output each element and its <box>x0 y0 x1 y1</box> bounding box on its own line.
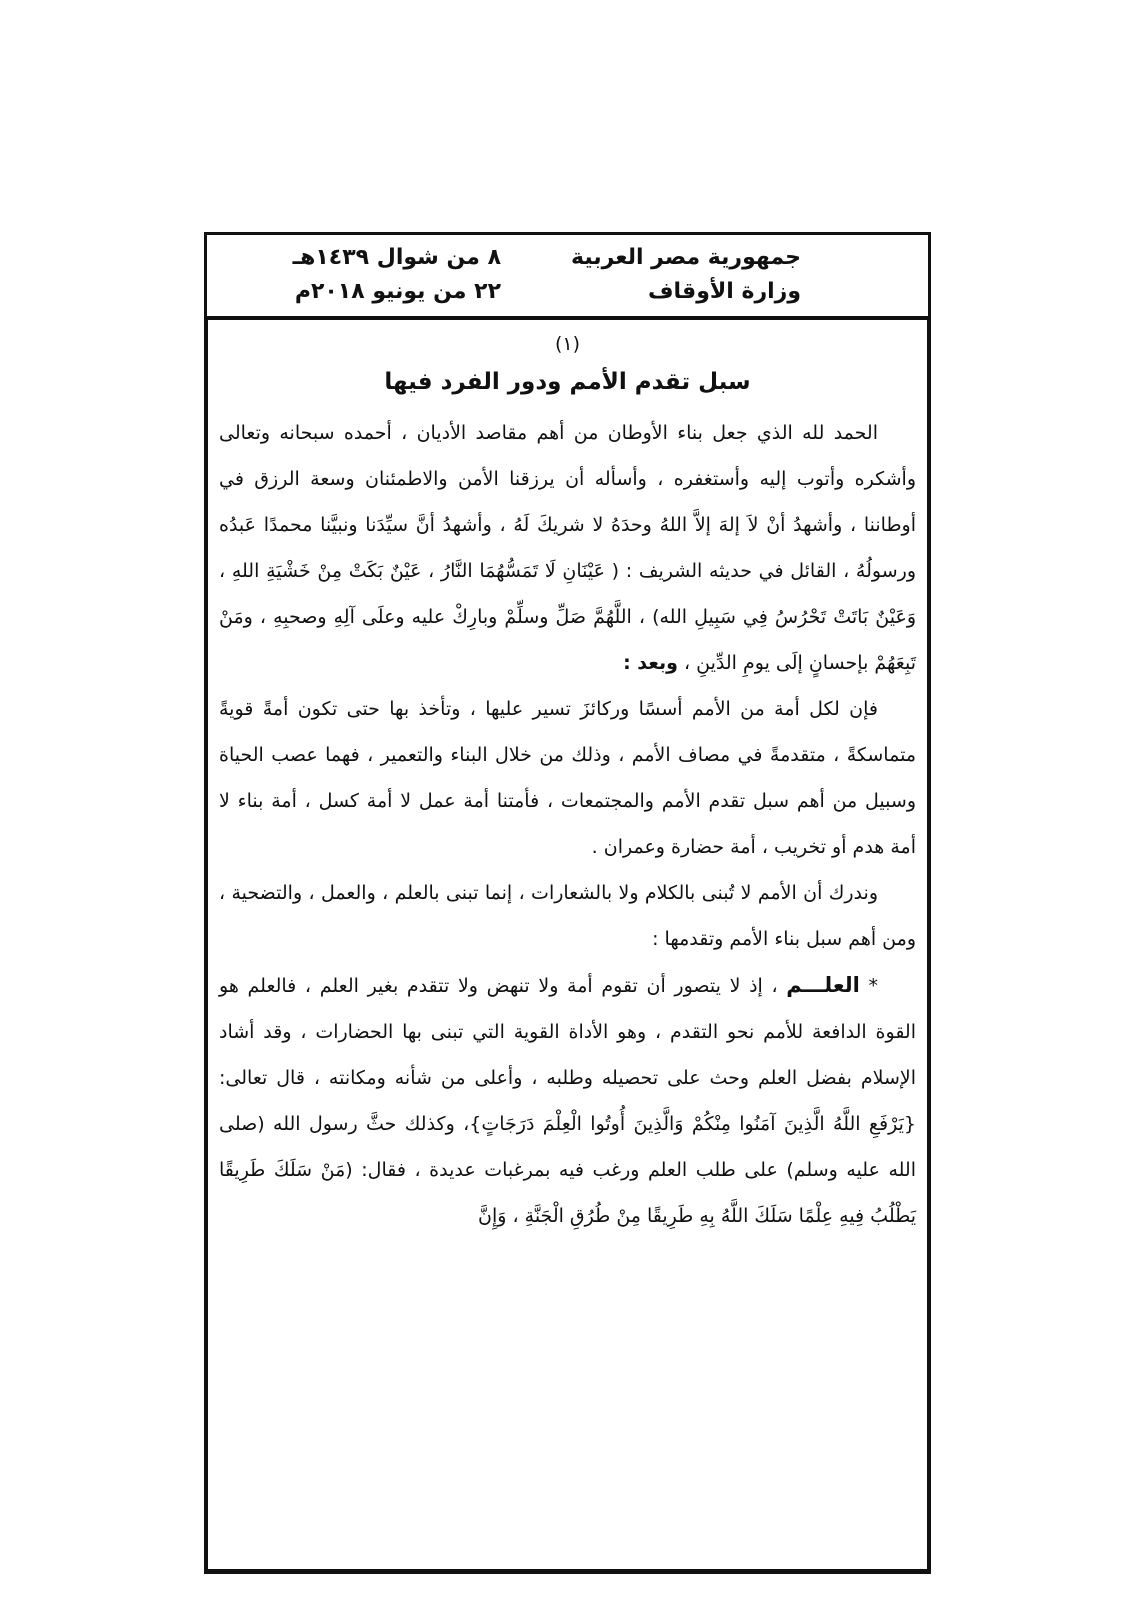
sermon-content <box>219 328 916 1239</box>
paragraph-opening-text: الحمد لله الذي جعل بناء الأوطان من أهم مقاصد الأديان ، أحمده سبحانه وتعالى وأشكره وأتوب إليه وأستغفره ، وأسأله أن يرزقنا الأمن والاطمئنان وسعة الرزق في أوطاننا ، وأشهدُ أنْ لاَ إلهَ إلاَّ اللهُ وحدَهُ لا شريكَ لَهُ ، وأشهدُ أنَّ سيِّدَنا ونبيَّنا محمدًا عَبدُه ورسولُهُ ، القائل في حديثه الشريف : ( عَيْنَانِ لَا تَمَسُّهُمَا النَّارُ ، عَيْنٌ بَكَتْ مِنْ خَشْيَةِ اللهِ ، وَعَيْنٌ بَاتَتْ تَحْرُسُ فِي سَبِيلِ الله) ، اللَّهُمَّ صَلِّ وسلِّمْ وبارِكْ عليه وعلَى آلِهِ وصحبِهِ ، ومَنْ تَبِعَهُمْ بإحسانٍ إلَى يومِ الدِّينِ ، <box>219 422 916 674</box>
paragraph-building: وندرك أن الأمم لا تُبنى بالكلام ولا بالشعارات ، إنما تبنى بالعلم ، والعمل ، والتضحية ، ومن أهم سبل بناء الأمم وتقدمها : <box>219 882 916 950</box>
bullet-star: * <box>868 975 878 997</box>
document-header <box>204 232 931 316</box>
issuer-block <box>571 241 801 309</box>
keyword-knowledge: العلـــم <box>786 973 860 997</box>
paragraph-opening-end: وبعد : <box>623 652 678 674</box>
ministry-name: وزارة الأوقاف <box>647 279 801 304</box>
hijri-date: ٨ من شوال ١٤٣٩هـ <box>292 245 501 270</box>
paragraph-knowledge <box>219 962 916 1239</box>
paragraph-knowledge-text: ، إذ لا يتصور أن تقوم أمة ولا تنهض ولا تتقدم بغير العلم ، فالعلم هو القوة الدافعة للأمم نحو التقدم ، وهو الأداة القوية التي تبنى بها الحضارات ، وقد أشاد الإسلام بفضل العلم وحث على تحصيله وطلبه ، وأعلى من شأنه ومكانته ، قال تعالى:{يَرْفَعِ اللَّهُ الَّذِينَ آمَنُوا مِنْكُمْ وَالَّذِينَ أُوتُوا الْعِلْمَ دَرَجَاتٍ}، وكذلك حثَّ رسول الله (صلى الله عليه وسلم) على طلب العلم ورغب فيه بمرغبات عديدة ، فقال: (مَنْ سَلَكَ طَرِيقًا يَطْلُبُ فِيهِ عِلْمًا سَلَكَ اللَّهُ بِهِ طَرِيقًا مِنْ طُرُقِ الْجَنَّةِ ، وَإِنَّ <box>219 975 916 1227</box>
sermon-number: (١) <box>554 333 581 355</box>
paragraph-opening <box>219 410 916 686</box>
gregorian-date: ٢٢ من يونيو ٢٠١٨م <box>294 279 501 304</box>
sermon-title: سبل تقدم الأمم ودور الفرد فيها <box>384 369 751 395</box>
paragraph-nations: فإن لكل أمة من الأمم أسسًا وركائزَ تسير عليها ، وتأخذ بها حتى تكون أمةً قويةً متماسكةً ، متقدمةً في مصاف الأمم ، وذلك من خلال البناء والتعمير ، فهما عصب الحياة وسبيل من أهم سبل تقدم الأمم والمجتمعات ، فأمتنا أمة عمل لا أمة كسل ، أمة بناء لا أمة هدم أو تخريب ، أمة حضارة وعمران . <box>219 698 916 858</box>
date-block <box>293 241 501 309</box>
country-name: جمهورية مصر العربية <box>571 245 801 270</box>
sermon-frame <box>204 316 931 1574</box>
